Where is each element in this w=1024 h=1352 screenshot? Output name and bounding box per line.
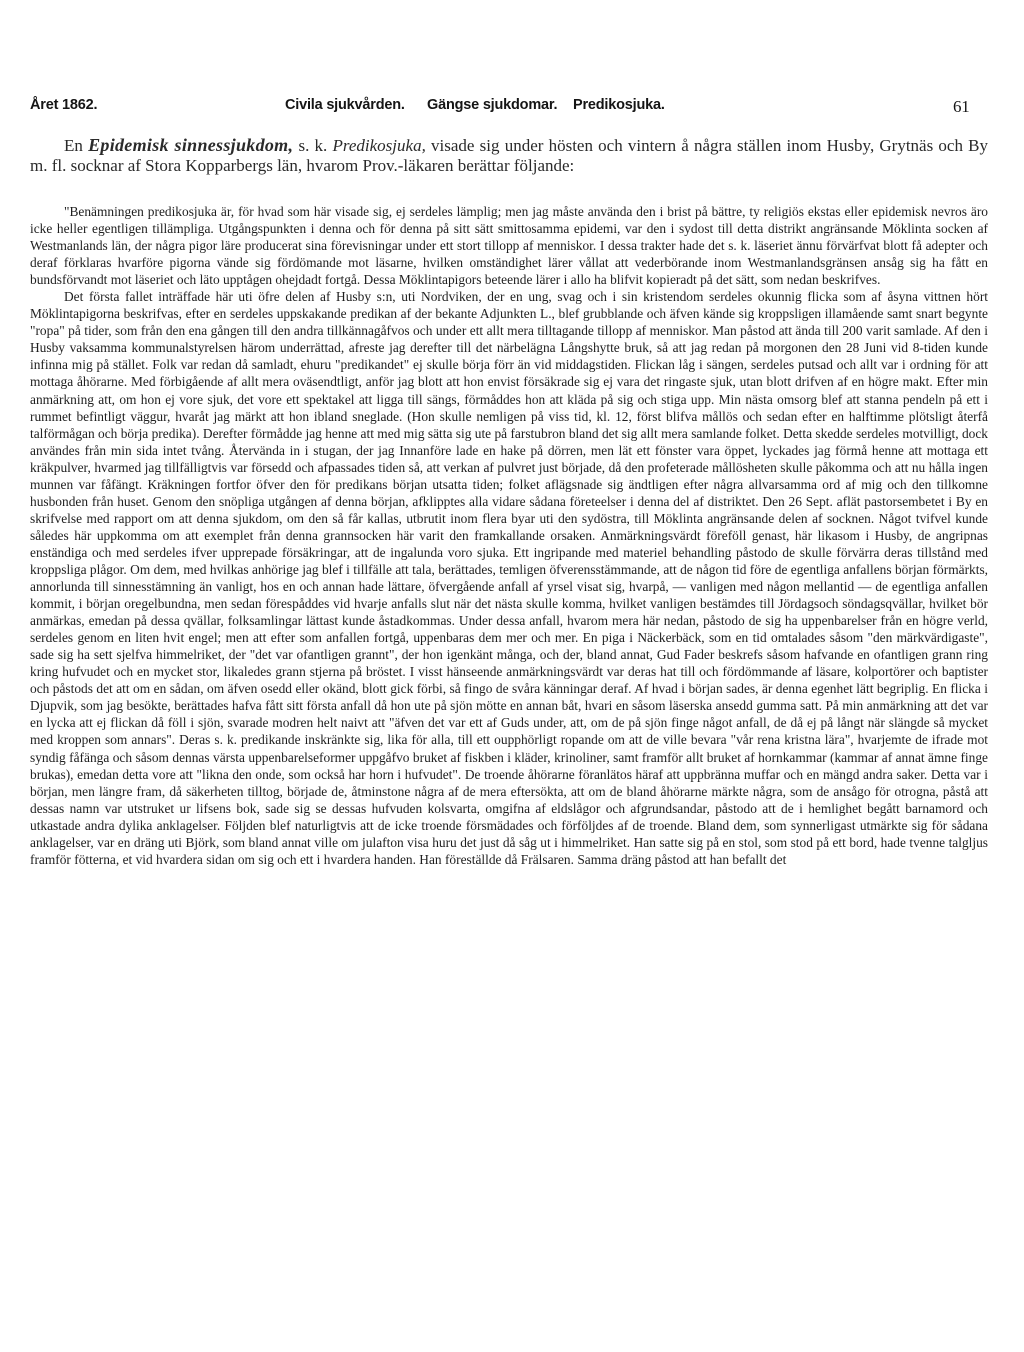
intro-text-1: s. k. [298, 136, 328, 155]
header-section-preaching-sickness: Predikosjuka. [573, 97, 665, 113]
intro-paragraph [30, 135, 988, 176]
body-paragraph-2: Det första fallet inträffade här uti öfre delen af Husby s:n, uti Nordviken, der en ung, svag och i sin kristendom serdeles okunnig flicka som af åsyna vittnen hört Möklintapigorna beskrifvas, efter en serdeles uppskakande predikan af der bekante Adjunkten L., blef grubblande och äfven kände sig kroppsligen illamående samt snart begynte "ropa" på tider, som från den ena gången till den andra tillkännagåfvos och under ett allt mera tilltagande tillopp af menniskor. Man påstod att ända till 200 varit samlade. Af den i Husby vaksamma kommunalstyrelsen härom underrättad, afreste jag derefter till det närbelägna Långshytte bruk, så att jag redan på morgonen den 28 Juni vid 8-tiden kunde infinna mig på stället. Folk var redan då samladt, ehuru "predikandet" ej skulle börja förr än vid middagstiden. Flickan låg i sängen, serdeles putsad och allt var i ordning för att mottaga åhörarne. Med förbigående af allt mera oväsendtligt, anför jag blott att hon envist försäkrade sig ej vara det ringaste sjuk, utan blott drifven af en högre makt. Efter min anmärkning att, om hon ej vore sjuk, det vore ett spektakel att ligga till sängs, förmåddes hon att kläda på sig och stiga upp. Min nästa omsorg blef att stanna pendeln på ett i rummet befintligt väggur, hvaråt jag märkt att hon ibland sneglade. (Hon skulle nemligen på viss tid, kl. 12, först blifva mållös och sedan efter en halftimme plötsligt återfå talförmågan och börja predika). Derefter förmådde jag henne att med mig sätta sig ute på farstubron bland det sig allt mera samlande folket. Detta skedde serdeles motvilligt, dock användes från min sida intet tvång. Återvända in i stugan, der jag Innanföre lade en hake på dörren, men lät ett fönster vara öppet, lyckades jag förmå henne att mottaga ett kräkpulver, hvarmed jag tillfälligtvis var försedd och afpassades tiden så, att verkan af pulvret just började, då den profeterade mållösheten skulle påkomma och att nu hålla ingen munnen var fåfängt. Kräkningen fortfor öfver den för predikans början utsatta tiden; folket aflägsnade sig ändtligen efter några allvarsamma ord af mig och den tillkomne husbonden från huset. Genom den snöpliga utgången af denna början, afklipptes alla vidare sådana företeelser i denna del af distriktet. Den 26 Sept. aflät pastorsembetet i By en skrifvelse med rapport om att denna sjukdom, om den så får kallas, utbrutit inom flera byar uti den sydöstra, till Möklinta angränsande delen af socknen. Något tvifvel kunde således här uppkomma om att exemplet från denna grannsocken här varit den framkallande orsaken. Anmärkningsvärdt föreföll genast, här likasom i Husby, de angripnas enständiga och med serdeles ifver upprepade försäkringar, att de ingalunda voro sjuka. Ett ingripande med materiel behandling påstodo de skulle förvärra deras tillstånd med kroppsliga plågor. Om dem, med hvilkas anhörige jag blef i tillfälle att tala, berättades, temligen öfverensstämmande, att de någon tid före de egentliga anfallens början förmärkts, annorlunda till sinnesstämning än vanligt, hos en och annan hade lättare, öfvergående anfall af yrsel visat sig, hvarpå, — vanligen med någon mellantid — de egentliga anfallen kommit, i början oregelbundna, men sedan förespåddes vid hvarje anfalls slut när det nästa skulle komma, hvilket vanligen bestämdes till Jördagsoch söndagsqvällar, hvilket bör anmärkas, emedan på dessa qvällar, folksamlingar lättast kunde åstadkommas. Under dessa anfall, hvarom mera här nedan, påstodo de sig ha uppenbarelser från en högre verld, serdeles genom en liten hvit engel; men att efter som anfallen fortgå, uppenbaras dem mer och mer. En piga i Näckerbäck, som en tid omtalades såsom "den märkvärdigaste", sade sig ha sett sjelfva himmelriket, der "det var ofantligen grannt", der hon igenkänt många, och der, bland annat, Gud Fader beskrefs såsom hafvande en ofantligen grann ring kring hufvudet och en mycket stor, likaledes grann stjerna på bröstet. I visst hänseende anmärkningsvärdt var deras hat till och fördömmande af läsare, kolportörer och baptister och påstods det att om en sådan, om äfven osedd eller okänd, blott gick förbi, så fingo de svåra känningar deraf. Af hvad i början sades, är denna egenhet lätt begriplig. En flicka i Djupvik, som jag besökte, berättades hafva fått sitt första anfall då hon ute på sjön mötte en annan båt, hvari en såsom läserska ansedd gumma satt. På min anmärkning att det var en lycka att ej flickan då föll i sjön, svarade modren helt naivt att "äfven det var ett af Guds under, att, om de på sjön finge något anfall, de då ej på långt när slängde så mycket med kroppen som annars". Deras s. k. predikande inskränkte sig, lika för alla, till ett oupphörligt ropande om att de ville bevara "vår rena kristna lära", hvarjemte de ifrade mot syndig fåfänga och såsom dennas värsta uppenbarelseformer uppgåfvo bruket af fiskben i kläder, krinoliner, samt framför allt bruket af hornkammar (kammar af annat ämne finge brukas), emedan detta vore att "likna den onde, som också har horn i hufvudet". De troende åhörarne föranlätos häraf att uppbränna muffar och en mängd andra saker. Detta var i början, men längre fram, då säkerheten tilltog, började de, åtminstone några af de mera eftersökta, att om de bland åhörarne märkte några, som de ansågo för otrogna, påstå att dessas namn var utstruket ur lifsens bok, sade sig se dessas hufvuden kolsvarta, omgifna af eldslågor och afgrundsandar, påstodo att de i hemlighet begått barnamord och utkastade andra dylika anklagelser. Följden blef naturligtvis att de icke troende försmädades och förföljdes af de troende. Bland dem, som synnerligast utmärkte sig för sådana anklagelser, var en dräng uti Björk, som bland annat ville om julafton visa huru det just då såg ut i himmelriket. Han satte sig på en stol, som stod på ett bord, hade tvenne talgljus framför fötterna, et vid hvardera sidan om sig och ett i hvardera handen. Han föreställde då Frälsaren. Samma dräng påstod att han befallt det [30, 289, 988, 867]
report-body [30, 203, 988, 868]
running-header [30, 97, 990, 119]
header-section-civil-healthcare: Civila sjukvården. [285, 97, 405, 113]
body-paragraph-1: "Benämningen predikosjuka är, för hvad som här visade sig, ej serdeles lämplig; men jag måste använda den i brist på bättre, ty religiös ekstas eller epidemisk nevros äro icke heller egentligen tillämpliga. Utgångspunkten i denna och för denna på sitt sätt smittosamma epidemi, var den i sydost till detta distrikt angränsande Möklinta socken af Westmanlands län, der några pigor läre producerat sina förevisningar under ett stort tillopp af menniskor. I dessa trakter hade det s. k. läseriet ännu förvärfvat blott få adepter och deraf förklaras hvarföre pigorna vände sig fördömande mot läsarne, hvilken omständighet lärer vållat att vederbörande inom Westmanlandsgränsen ansåg sig ha fått en bundsförvandt mot läseriet och läto upptågen ohejdadt fortgå. Dessa Möklintapigors beteende lärer i allo ha blifvit kopieradt på det sätt, som nedan beskrifves. [30, 204, 988, 288]
header-year: Året 1862. [30, 97, 98, 113]
page-number: 61 [953, 97, 970, 116]
header-section-prevalent-diseases: Gängse sjukdomar. [427, 97, 558, 113]
intro-term: Predikosjuka, [332, 136, 426, 155]
article-title: Epidemisk sinnessjukdom, [88, 135, 294, 155]
intro-text-2: visade sig under hösten och vintern å några ställen inom Husby, Grytnäs och By m. fl. socknar af Stora Kopparbergs län, hvarom Prov.-läkaren berättar följande: [30, 136, 988, 175]
intro-lead: En [64, 136, 83, 155]
